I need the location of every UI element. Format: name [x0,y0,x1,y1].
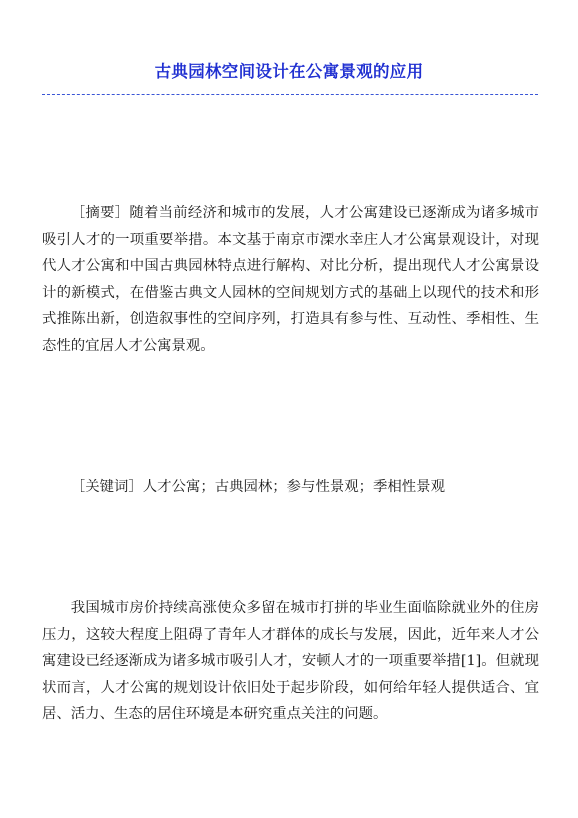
page-title: 古典园林空间设计在公寓景观的应用 [154,62,424,81]
body-paragraph: 我国城市房价持续高涨使众多留在城市打拼的毕业生面临除就业外的住房压力，这较大程度上阻碍了青年人才群体的成长与发展，因此，近年来人才公寓建设已经逐渐成为诸多城市吸引人才，安顿人才的一项重要举措[1]。但就现状而言，人才公寓的规划设计依旧处于起步阶段，如何给年轻人提供适合、宜居、活力、生态的居住环境是本研究重点关注的问题。 [42,600,539,722]
title-divider [42,94,538,95]
keywords-paragraph: ［关键词］人才公寓；古典园林；参与性景观；季相性景观 [70,479,445,495]
abstract-paragraph: ［摘要］随着当前经济和城市的发展，人才公寓建设已逐渐成为诸多城市吸引人才的一项重要举措。本文基于南京市溧水幸庄人才公寓景观设计，对现代人才公寓和中国古典园林特点进行解构、对比分析，提出现代人才公寓景设计的新模式，在借鉴古典文人园林的空间规划方式的基础上以现代的技术和形式推陈出新，创造叙事性的空间序列，打造具有参与性、互动性、季相性、生态性的宜居人才公寓景观。 [42,205,539,354]
